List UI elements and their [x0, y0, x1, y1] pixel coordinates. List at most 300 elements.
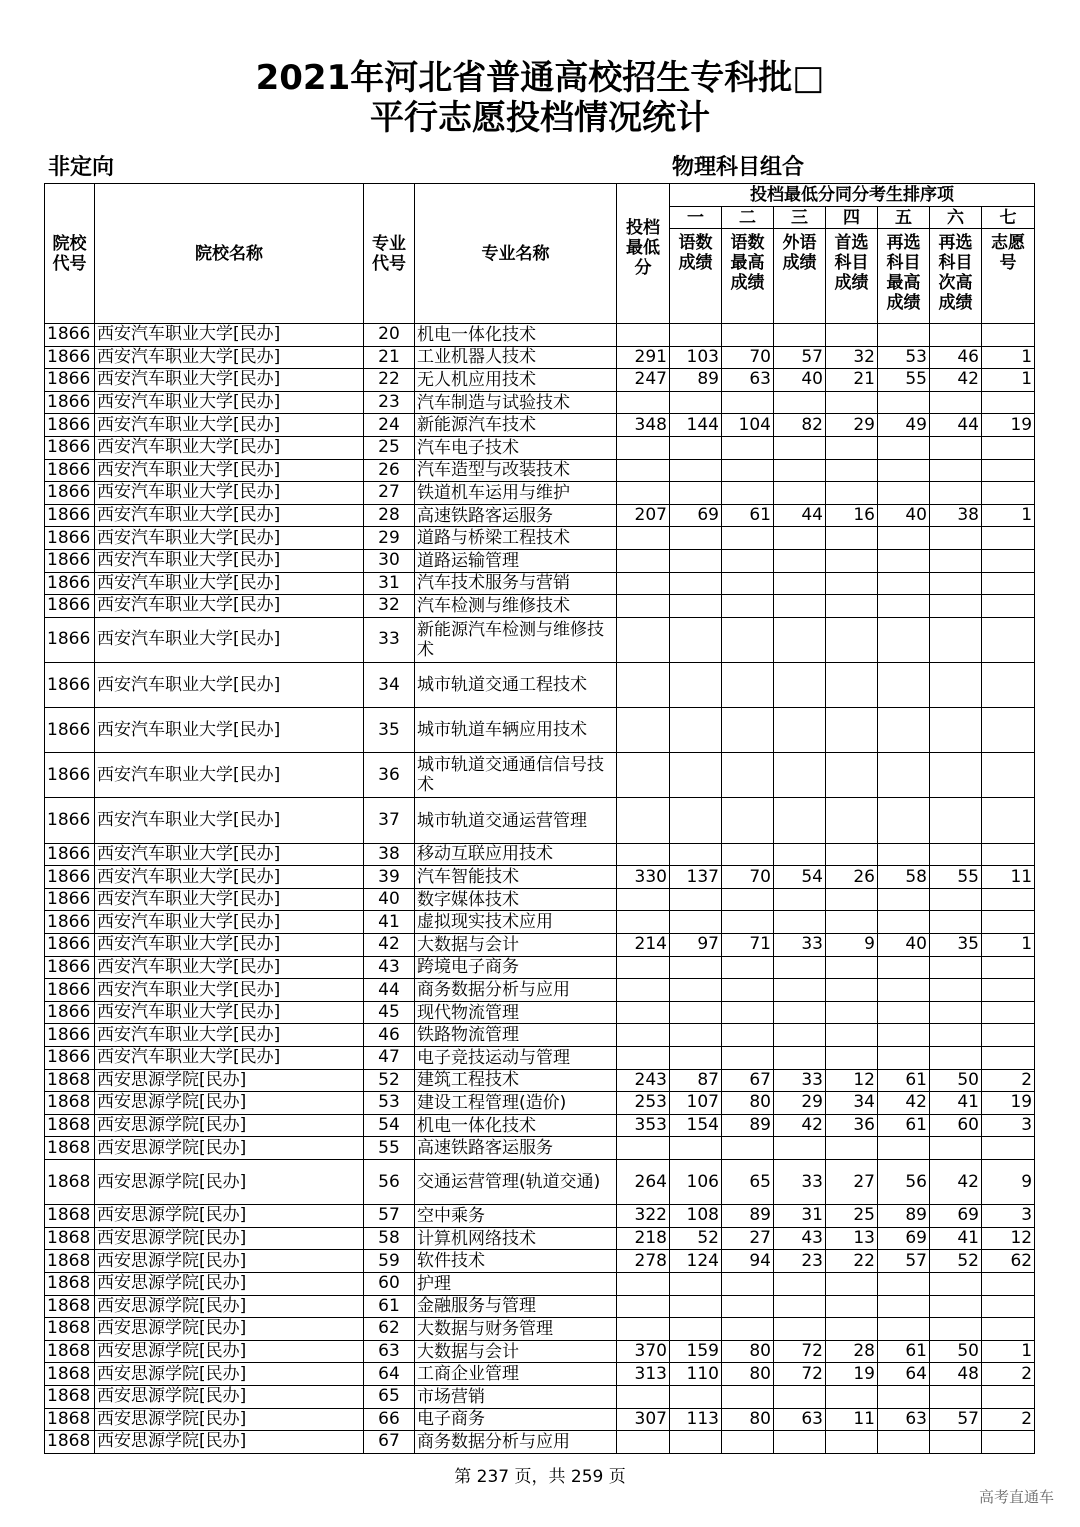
major-name-cell: 汽车造型与改装技术: [415, 459, 617, 482]
tiebreak-value-cell: [774, 459, 826, 482]
tiebreak-value-cell: [930, 662, 982, 707]
tiebreak-value-cell: 61: [722, 504, 774, 527]
tiebreak-value-cell: [982, 1318, 1035, 1341]
major-name-cell: 大数据与会计: [415, 1340, 617, 1363]
tiebreak-value-cell: 72: [774, 1363, 826, 1386]
school-name-cell: 西安汽车职业大学[民办]: [95, 459, 364, 482]
school-name-cell: 西安思源学院[民办]: [95, 1340, 364, 1363]
school-name-cell: 西安汽车职业大学[民办]: [95, 595, 364, 618]
major-code-cell: 65: [364, 1385, 415, 1408]
table-row: [45, 617, 1035, 662]
tiebreak-value-cell: [774, 1024, 826, 1047]
subtitle-category: 非定向: [48, 155, 115, 180]
tiebreak-value-cell: 3: [982, 1114, 1035, 1137]
tiebreak-value-cell: [826, 888, 878, 911]
tiebreak-value-cell: [930, 1295, 982, 1318]
tiebreak-value-cell: [930, 1024, 982, 1047]
school-name-cell: 西安汽车职业大学[民办]: [95, 572, 364, 595]
tiebreak-value-cell: [670, 1024, 722, 1047]
table-row: [45, 346, 1035, 369]
tiebreak-value-cell: 80: [722, 1408, 774, 1431]
header-sort-item: 志愿号: [982, 229, 1035, 324]
table-row: [45, 843, 1035, 866]
table-header: [45, 184, 1035, 324]
major-code-cell: 52: [364, 1069, 415, 1092]
tiebreak-value-cell: [826, 1001, 878, 1024]
min-score-cell: [617, 1272, 670, 1295]
table-row: [45, 1250, 1035, 1273]
tiebreak-value-cell: [878, 662, 930, 707]
tiebreak-value-cell: 41: [930, 1092, 982, 1115]
tiebreak-value-cell: 44: [774, 504, 826, 527]
table-row: [45, 1001, 1035, 1024]
tiebreak-value-cell: [826, 572, 878, 595]
major-code-cell: 41: [364, 911, 415, 934]
min-score-cell: [617, 662, 670, 707]
school-name-cell: 西安思源学院[民办]: [95, 1363, 364, 1386]
table-row: [45, 911, 1035, 934]
tiebreak-value-cell: 42: [930, 1159, 982, 1204]
major-code-cell: 46: [364, 1024, 415, 1047]
school-code-cell: 1866: [45, 1047, 95, 1070]
min-score-cell: [617, 527, 670, 550]
tiebreak-value-cell: [982, 572, 1035, 595]
tiebreak-value-cell: 1: [982, 346, 1035, 369]
tiebreak-value-cell: [878, 1047, 930, 1070]
major-code-cell: 64: [364, 1363, 415, 1386]
school-code-cell: 1866: [45, 369, 95, 392]
tiebreak-value-cell: [878, 527, 930, 550]
school-code-cell: 1866: [45, 708, 95, 753]
school-code-cell: 1866: [45, 595, 95, 618]
tiebreak-value-cell: [982, 1137, 1035, 1160]
tiebreak-value-cell: [982, 549, 1035, 572]
tiebreak-value-cell: 55: [878, 369, 930, 392]
school-code-cell: 1868: [45, 1227, 95, 1250]
min-score-cell: 322: [617, 1205, 670, 1228]
tiebreak-value-cell: [774, 1272, 826, 1295]
table-body: [45, 324, 1035, 1454]
tiebreak-value-cell: [774, 436, 826, 459]
tiebreak-value-cell: 40: [878, 934, 930, 957]
tiebreak-value-cell: [670, 1272, 722, 1295]
major-name-cell: 汽车智能技术: [415, 866, 617, 889]
tiebreak-value-cell: [930, 1385, 982, 1408]
tiebreak-value-cell: [878, 843, 930, 866]
tiebreak-value-cell: [722, 753, 774, 798]
school-code-cell: 1866: [45, 549, 95, 572]
tiebreak-value-cell: [722, 1272, 774, 1295]
min-score-cell: [617, 617, 670, 662]
school-name-cell: 西安汽车职业大学[民办]: [95, 391, 364, 414]
table-row: [45, 414, 1035, 437]
tiebreak-value-cell: [774, 482, 826, 505]
tiebreak-value-cell: [930, 459, 982, 482]
min-score-cell: 353: [617, 1114, 670, 1137]
school-name-cell: 西安汽车职业大学[民办]: [95, 956, 364, 979]
school-code-cell: 1866: [45, 956, 95, 979]
table-row: [45, 1024, 1035, 1047]
school-code-cell: 1866: [45, 1001, 95, 1024]
tiebreak-value-cell: [930, 391, 982, 414]
tiebreak-value-cell: 69: [670, 504, 722, 527]
tiebreak-value-cell: [722, 1318, 774, 1341]
tiebreak-value-cell: 2: [982, 1069, 1035, 1092]
tiebreak-value-cell: 53: [878, 346, 930, 369]
tiebreak-value-cell: [774, 888, 826, 911]
school-name-cell: 西安汽车职业大学[民办]: [95, 708, 364, 753]
major-code-cell: 30: [364, 549, 415, 572]
table-row: [45, 369, 1035, 392]
min-score-cell: [617, 549, 670, 572]
school-code-cell: 1868: [45, 1385, 95, 1408]
tiebreak-value-cell: 103: [670, 346, 722, 369]
major-name-cell: 大数据与会计: [415, 934, 617, 957]
school-name-cell: 西安思源学院[民办]: [95, 1137, 364, 1160]
major-name-cell: 城市轨道交通运营管理: [415, 798, 617, 843]
tiebreak-value-cell: [670, 708, 722, 753]
tiebreak-value-cell: [982, 527, 1035, 550]
table-row: [45, 798, 1035, 843]
tiebreak-value-cell: [826, 1385, 878, 1408]
min-score-cell: 307: [617, 1408, 670, 1431]
tiebreak-value-cell: 9: [826, 934, 878, 957]
tiebreak-value-cell: [670, 888, 722, 911]
school-name-cell: 西安汽车职业大学[民办]: [95, 324, 364, 347]
tiebreak-value-cell: [774, 324, 826, 347]
school-code-cell: 1868: [45, 1250, 95, 1273]
tiebreak-value-cell: [774, 798, 826, 843]
tiebreak-value-cell: [826, 324, 878, 347]
tiebreak-value-cell: 42: [930, 369, 982, 392]
table-row: [45, 527, 1035, 550]
tiebreak-value-cell: 63: [878, 1408, 930, 1431]
min-score-cell: [617, 1295, 670, 1318]
tiebreak-value-cell: [826, 482, 878, 505]
table-row: [45, 482, 1035, 505]
school-name-cell: 西安思源学院[民办]: [95, 1205, 364, 1228]
tiebreak-value-cell: [670, 324, 722, 347]
major-name-cell: 机电一体化技术: [415, 324, 617, 347]
major-code-cell: 23: [364, 391, 415, 414]
min-score-cell: 218: [617, 1227, 670, 1250]
tiebreak-value-cell: 89: [722, 1114, 774, 1137]
tiebreak-value-cell: [878, 459, 930, 482]
tiebreak-value-cell: [722, 979, 774, 1002]
min-score-cell: [617, 1001, 670, 1024]
tiebreak-value-cell: 41: [930, 1227, 982, 1250]
min-score-cell: 348: [617, 414, 670, 437]
table-row: [45, 888, 1035, 911]
tiebreak-value-cell: [826, 1024, 878, 1047]
major-code-cell: 39: [364, 866, 415, 889]
tiebreak-value-cell: [722, 1137, 774, 1160]
major-name-cell: 建筑工程技术: [415, 1069, 617, 1092]
tiebreak-value-cell: [930, 843, 982, 866]
tiebreak-value-cell: 21: [826, 369, 878, 392]
tiebreak-value-cell: [982, 979, 1035, 1002]
tiebreak-value-cell: [722, 798, 774, 843]
tiebreak-value-cell: 104: [722, 414, 774, 437]
page-footer: 第 237 页，共 259 页: [454, 1467, 626, 1487]
tiebreak-value-cell: [774, 1431, 826, 1454]
header-rank: 一: [670, 207, 722, 229]
tiebreak-value-cell: 71: [722, 934, 774, 957]
header-sort-item: 再选科目次高成绩: [930, 229, 982, 324]
tiebreak-value-cell: [774, 595, 826, 618]
major-code-cell: 53: [364, 1092, 415, 1115]
tiebreak-value-cell: 44: [930, 414, 982, 437]
tiebreak-value-cell: [826, 662, 878, 707]
major-code-cell: 60: [364, 1272, 415, 1295]
tiebreak-value-cell: 2: [982, 1408, 1035, 1431]
major-code-cell: 32: [364, 595, 415, 618]
min-score-cell: [617, 482, 670, 505]
tiebreak-value-cell: [878, 1001, 930, 1024]
tiebreak-value-cell: [722, 436, 774, 459]
tiebreak-value-cell: [930, 549, 982, 572]
tiebreak-value-cell: [826, 1047, 878, 1070]
tiebreak-value-cell: [774, 843, 826, 866]
table-row: [45, 391, 1035, 414]
major-name-cell: 虚拟现实技术应用: [415, 911, 617, 934]
tiebreak-value-cell: 12: [826, 1069, 878, 1092]
major-name-cell: 机电一体化技术: [415, 1114, 617, 1137]
min-score-cell: [617, 572, 670, 595]
tiebreak-value-cell: [982, 753, 1035, 798]
page-title-line2: 平行志愿投档情况统计: [370, 98, 710, 138]
tiebreak-value-cell: [826, 843, 878, 866]
major-code-cell: 55: [364, 1137, 415, 1160]
min-score-cell: [617, 1431, 670, 1454]
major-code-cell: 44: [364, 979, 415, 1002]
tiebreak-value-cell: [722, 617, 774, 662]
school-name-cell: 西安思源学院[民办]: [95, 1318, 364, 1341]
tiebreak-value-cell: [670, 549, 722, 572]
min-score-cell: [617, 1024, 670, 1047]
tiebreak-value-cell: [930, 1318, 982, 1341]
major-name-cell: 电子竞技运动与管理: [415, 1047, 617, 1070]
tiebreak-value-cell: [722, 1431, 774, 1454]
major-name-cell: 无人机应用技术: [415, 369, 617, 392]
tiebreak-value-cell: [930, 708, 982, 753]
tiebreak-value-cell: [722, 1047, 774, 1070]
tiebreak-value-cell: [826, 595, 878, 618]
tiebreak-value-cell: [774, 979, 826, 1002]
major-code-cell: 59: [364, 1250, 415, 1273]
major-name-cell: 护理: [415, 1272, 617, 1295]
min-score-cell: 330: [617, 866, 670, 889]
school-name-cell: 西安思源学院[民办]: [95, 1272, 364, 1295]
tiebreak-value-cell: [930, 1431, 982, 1454]
tiebreak-value-cell: [774, 1385, 826, 1408]
major-code-cell: 40: [364, 888, 415, 911]
tiebreak-value-cell: [878, 572, 930, 595]
tiebreak-value-cell: 25: [826, 1205, 878, 1228]
tiebreak-value-cell: 89: [878, 1205, 930, 1228]
tiebreak-value-cell: 89: [670, 369, 722, 392]
tiebreak-value-cell: [982, 911, 1035, 934]
table-row: [45, 1385, 1035, 1408]
tiebreak-value-cell: 80: [722, 1363, 774, 1386]
tiebreak-value-cell: 65: [722, 1159, 774, 1204]
table-row: [45, 662, 1035, 707]
school-name-cell: 西安思源学院[民办]: [95, 1385, 364, 1408]
min-score-cell: [617, 753, 670, 798]
min-score-cell: 247: [617, 369, 670, 392]
school-name-cell: 西安汽车职业大学[民办]: [95, 504, 364, 527]
major-name-cell: 市场营销: [415, 1385, 617, 1408]
tiebreak-value-cell: [930, 1272, 982, 1295]
tiebreak-value-cell: 159: [670, 1340, 722, 1363]
header-rank: 五: [878, 207, 930, 229]
school-code-cell: 1868: [45, 1069, 95, 1092]
tiebreak-value-cell: 40: [878, 504, 930, 527]
tiebreak-value-cell: [774, 956, 826, 979]
header-rank: 四: [826, 207, 878, 229]
tiebreak-value-cell: 55: [930, 866, 982, 889]
tiebreak-value-cell: [670, 617, 722, 662]
tiebreak-value-cell: [878, 1385, 930, 1408]
tiebreak-value-cell: [982, 1385, 1035, 1408]
tiebreak-value-cell: [722, 1385, 774, 1408]
major-code-cell: 62: [364, 1318, 415, 1341]
tiebreak-value-cell: [670, 1385, 722, 1408]
tiebreak-value-cell: [930, 617, 982, 662]
major-code-cell: 45: [364, 1001, 415, 1024]
tiebreak-value-cell: 61: [878, 1069, 930, 1092]
tiebreak-value-cell: 56: [878, 1159, 930, 1204]
major-name-cell: 城市轨道交通通信信号技术: [415, 753, 617, 798]
tiebreak-value-cell: [930, 798, 982, 843]
tiebreak-value-cell: [826, 436, 878, 459]
tiebreak-value-cell: 32: [826, 346, 878, 369]
tiebreak-value-cell: [670, 572, 722, 595]
tiebreak-value-cell: 62: [982, 1250, 1035, 1273]
tiebreak-value-cell: [670, 1047, 722, 1070]
tiebreak-value-cell: [826, 979, 878, 1002]
min-score-cell: 207: [617, 504, 670, 527]
header-rank: 六: [930, 207, 982, 229]
school-code-cell: 1868: [45, 1363, 95, 1386]
tiebreak-value-cell: [826, 527, 878, 550]
school-code-cell: 1868: [45, 1092, 95, 1115]
tiebreak-value-cell: 1: [982, 934, 1035, 957]
tiebreak-value-cell: [930, 911, 982, 934]
school-code-cell: 1866: [45, 504, 95, 527]
tiebreak-value-cell: [670, 459, 722, 482]
min-score-cell: [617, 391, 670, 414]
major-code-cell: 57: [364, 1205, 415, 1228]
tiebreak-value-cell: [826, 1431, 878, 1454]
major-name-cell: 金融服务与管理: [415, 1295, 617, 1318]
major-name-cell: 空中乘务: [415, 1205, 617, 1228]
tiebreak-value-cell: 46: [930, 346, 982, 369]
school-name-cell: 西安汽车职业大学[民办]: [95, 798, 364, 843]
tiebreak-value-cell: 52: [930, 1250, 982, 1273]
tiebreak-value-cell: 27: [826, 1159, 878, 1204]
school-name-cell: 西安思源学院[民办]: [95, 1114, 364, 1137]
school-name-cell: 西安汽车职业大学[民办]: [95, 436, 364, 459]
table-row: [45, 572, 1035, 595]
tiebreak-value-cell: 22: [826, 1250, 878, 1273]
tiebreak-value-cell: [878, 1137, 930, 1160]
tiebreak-value-cell: 13: [826, 1227, 878, 1250]
tiebreak-value-cell: 57: [774, 346, 826, 369]
tiebreak-value-cell: [670, 1137, 722, 1160]
school-code-cell: 1866: [45, 572, 95, 595]
school-name-cell: 西安汽车职业大学[民办]: [95, 369, 364, 392]
table-row: [45, 979, 1035, 1002]
tiebreak-value-cell: [878, 549, 930, 572]
school-code-cell: 1868: [45, 1431, 95, 1454]
tiebreak-value-cell: [774, 1001, 826, 1024]
major-code-cell: 63: [364, 1340, 415, 1363]
school-name-cell: 西安汽车职业大学[民办]: [95, 527, 364, 550]
tiebreak-value-cell: 50: [930, 1069, 982, 1092]
header-school-name: 院校名称: [95, 184, 364, 324]
header-major-name: 专业名称: [415, 184, 617, 324]
school-code-cell: 1868: [45, 1408, 95, 1431]
tiebreak-value-cell: [878, 324, 930, 347]
school-name-cell: 西安汽车职业大学[民办]: [95, 753, 364, 798]
tiebreak-value-cell: [722, 527, 774, 550]
major-name-cell: 电子商务: [415, 1408, 617, 1431]
major-name-cell: 数字媒体技术: [415, 888, 617, 911]
major-name-cell: 汽车检测与维修技术: [415, 595, 617, 618]
major-name-cell: 铁道机车运用与维护: [415, 482, 617, 505]
school-name-cell: 西安汽车职业大学[民办]: [95, 482, 364, 505]
tiebreak-value-cell: [982, 1001, 1035, 1024]
tiebreak-value-cell: [826, 1318, 878, 1341]
tiebreak-value-cell: 31: [774, 1205, 826, 1228]
tiebreak-value-cell: [982, 482, 1035, 505]
tiebreak-value-cell: 72: [774, 1340, 826, 1363]
tiebreak-value-cell: 23: [774, 1250, 826, 1273]
major-code-cell: 27: [364, 482, 415, 505]
min-score-cell: 253: [617, 1092, 670, 1115]
tiebreak-value-cell: [774, 1295, 826, 1318]
min-score-cell: [617, 1318, 670, 1341]
tiebreak-value-cell: [774, 527, 826, 550]
school-code-cell: 1866: [45, 662, 95, 707]
school-name-cell: 西安思源学院[民办]: [95, 1227, 364, 1250]
table-row: [45, 1159, 1035, 1204]
table-row: [45, 1205, 1035, 1228]
tiebreak-value-cell: [982, 1272, 1035, 1295]
tiebreak-value-cell: [722, 572, 774, 595]
major-code-cell: 58: [364, 1227, 415, 1250]
tiebreak-value-cell: 63: [774, 1408, 826, 1431]
tiebreak-value-cell: [982, 1295, 1035, 1318]
tiebreak-value-cell: [982, 391, 1035, 414]
tiebreak-value-cell: 40: [774, 369, 826, 392]
tiebreak-value-cell: 1: [982, 369, 1035, 392]
tiebreak-value-cell: 57: [878, 1250, 930, 1273]
tiebreak-value-cell: 9: [982, 1159, 1035, 1204]
tiebreak-value-cell: [670, 911, 722, 934]
table-row: [45, 753, 1035, 798]
major-code-cell: 29: [364, 527, 415, 550]
tiebreak-value-cell: [826, 708, 878, 753]
tiebreak-value-cell: [722, 956, 774, 979]
tiebreak-value-cell: 137: [670, 866, 722, 889]
school-code-cell: 1868: [45, 1114, 95, 1137]
table-row: [45, 1272, 1035, 1295]
tiebreak-value-cell: 97: [670, 934, 722, 957]
tiebreak-value-cell: [878, 436, 930, 459]
tiebreak-value-cell: [670, 1318, 722, 1341]
